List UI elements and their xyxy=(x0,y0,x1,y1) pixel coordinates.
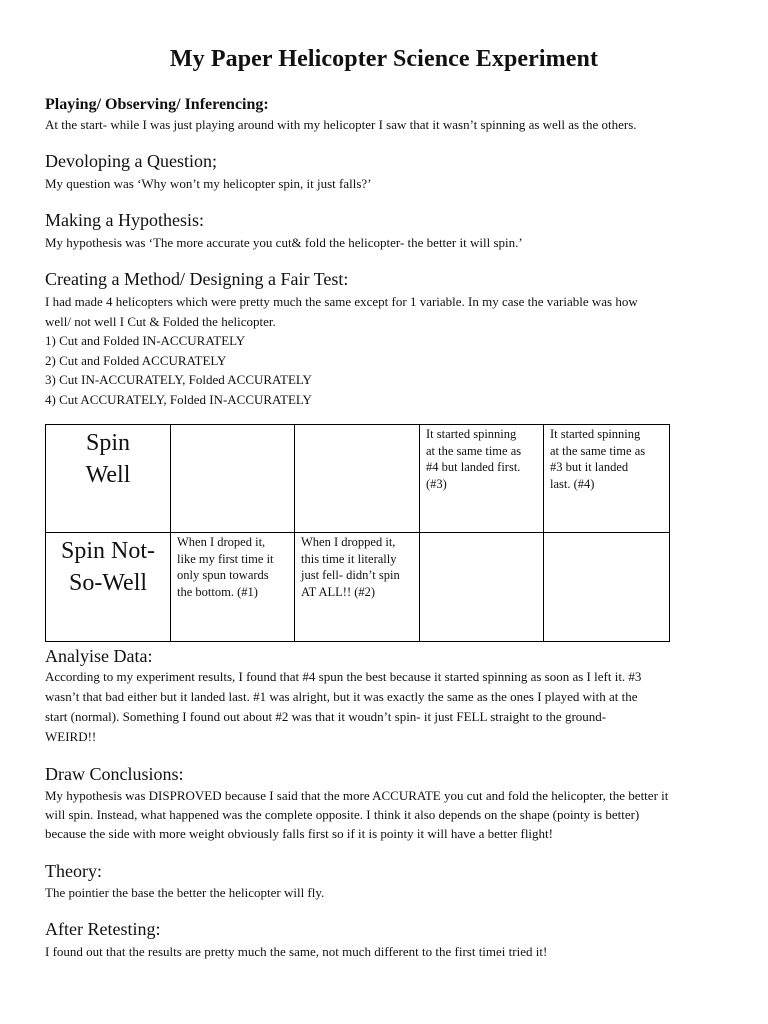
table-cell xyxy=(420,533,544,642)
text-method-intro-2: well/ not well I Cut & Folded the helicopter. xyxy=(45,314,276,329)
method-item: 4) Cut ACCURATELY, Folded IN-ACCURATELY xyxy=(45,392,312,407)
method-item: 2) Cut and Folded ACCURATELY xyxy=(45,353,227,368)
row-label-line: So-Well xyxy=(68,570,148,596)
cell-line: #4 but landed first. xyxy=(426,460,521,474)
cell-line: It started spinning xyxy=(426,427,517,441)
results-table xyxy=(45,424,670,642)
text-hypothesis: My hypothesis was ‘The more accurate you cut& fold the helicopter- the better it will spin.’ xyxy=(45,235,523,250)
table-cell xyxy=(171,533,295,642)
heading-retesting: After Retesting: xyxy=(45,919,161,939)
cell-line: at the same time as xyxy=(550,443,646,458)
table-cell xyxy=(295,425,420,533)
heading-hypothesis: Making a Hypothesis: xyxy=(45,210,204,230)
table-cell xyxy=(544,533,670,642)
table-row xyxy=(46,533,670,642)
text-analyse-line: According to my experiment results, I found that #4 spun the best because it started spinning as soon as I left it. #3 xyxy=(45,669,642,684)
cell-line: only spun towards xyxy=(177,568,269,582)
text-conclusions-line: My hypothesis was DISPROVED because I said that the more ACCURATE you cut and fold the helicopter, the better it xyxy=(45,788,669,803)
heading-theory: Theory: xyxy=(45,861,102,881)
row-label-spin-not-so-well xyxy=(46,533,171,642)
cell-line: #3 but it landed xyxy=(550,460,629,474)
table-cell xyxy=(171,425,295,533)
cell-line: just fell- didn’t spin xyxy=(301,568,400,582)
text-theory: The pointier the base the better the helicopter will fly. xyxy=(45,885,325,900)
text-retesting: I found out that the results are pretty much the same, not much different to the first timei tried it! xyxy=(45,944,548,959)
heading-analyse: Analyise Data: xyxy=(45,646,153,666)
table-cell xyxy=(544,425,670,533)
row-label-line: Spin Not- xyxy=(60,538,155,564)
heading-conclusions: Draw Conclusions: xyxy=(45,764,184,784)
cell-line: When I droped it, xyxy=(177,535,266,549)
text-conclusions-line: because the side with more weight obviously falls first so if it is pointy it will have a better flight! xyxy=(45,826,553,841)
cell-line: When I dropped it, xyxy=(301,535,396,549)
cell-line: (#3) xyxy=(426,476,447,491)
text-playing: At the start- while I was just playing around with my helicopter I saw that it wasn’t spinning as well as the others. xyxy=(45,117,637,132)
cell-line: the bottom. (#1) xyxy=(177,584,258,599)
table-cell xyxy=(295,533,420,642)
cell-line: like my first time it xyxy=(177,551,274,566)
method-item: 1) Cut and Folded IN-ACCURATELY xyxy=(45,333,246,348)
text-analyse-line: wasn’t that bad either but it landed last. #1 was alright, but it was exactly the same as the ones I played with at the xyxy=(45,689,638,704)
text-analyse-line: WEIRD!! xyxy=(45,729,97,744)
page-title: My Paper Helicopter Science Experiment xyxy=(169,46,599,72)
row-label-line: Well xyxy=(85,462,131,488)
heading-playing: Playing/ Observing/ Inferencing: xyxy=(45,96,269,113)
row-label-spin-well xyxy=(46,425,171,533)
text-question: My question was ‘Why won’t my helicopter spin, it just falls?’ xyxy=(45,176,372,191)
cell-line: last. (#4) xyxy=(550,476,595,491)
cell-line: at the same time as xyxy=(426,443,522,458)
text-conclusions-line: will spin. Instead, what happened was the complete opposite. I think it also depends on the shape (pointy is better) xyxy=(45,807,640,822)
cell-line: this time it literally xyxy=(301,551,397,566)
text-method-intro-1: I had made 4 helicopters which were pretty much the same except for 1 variable. In my case the variable was how xyxy=(45,294,638,309)
cell-line: AT ALL!! (#2) xyxy=(301,584,376,599)
cell-line: It started spinning xyxy=(550,427,641,441)
text-analyse-line: start (normal). Something I found out about #2 was that it woudn’t spin- it just FELL straight to the ground- xyxy=(45,709,607,724)
table-row xyxy=(46,425,670,533)
table-cell xyxy=(420,425,544,533)
method-item: 3) Cut IN-ACCURATELY, Folded ACCURATELY xyxy=(45,372,312,387)
heading-method: Creating a Method/ Designing a Fair Test: xyxy=(45,269,349,289)
heading-question: Devoloping a Question; xyxy=(45,151,217,171)
row-label-line: Spin xyxy=(85,430,130,456)
